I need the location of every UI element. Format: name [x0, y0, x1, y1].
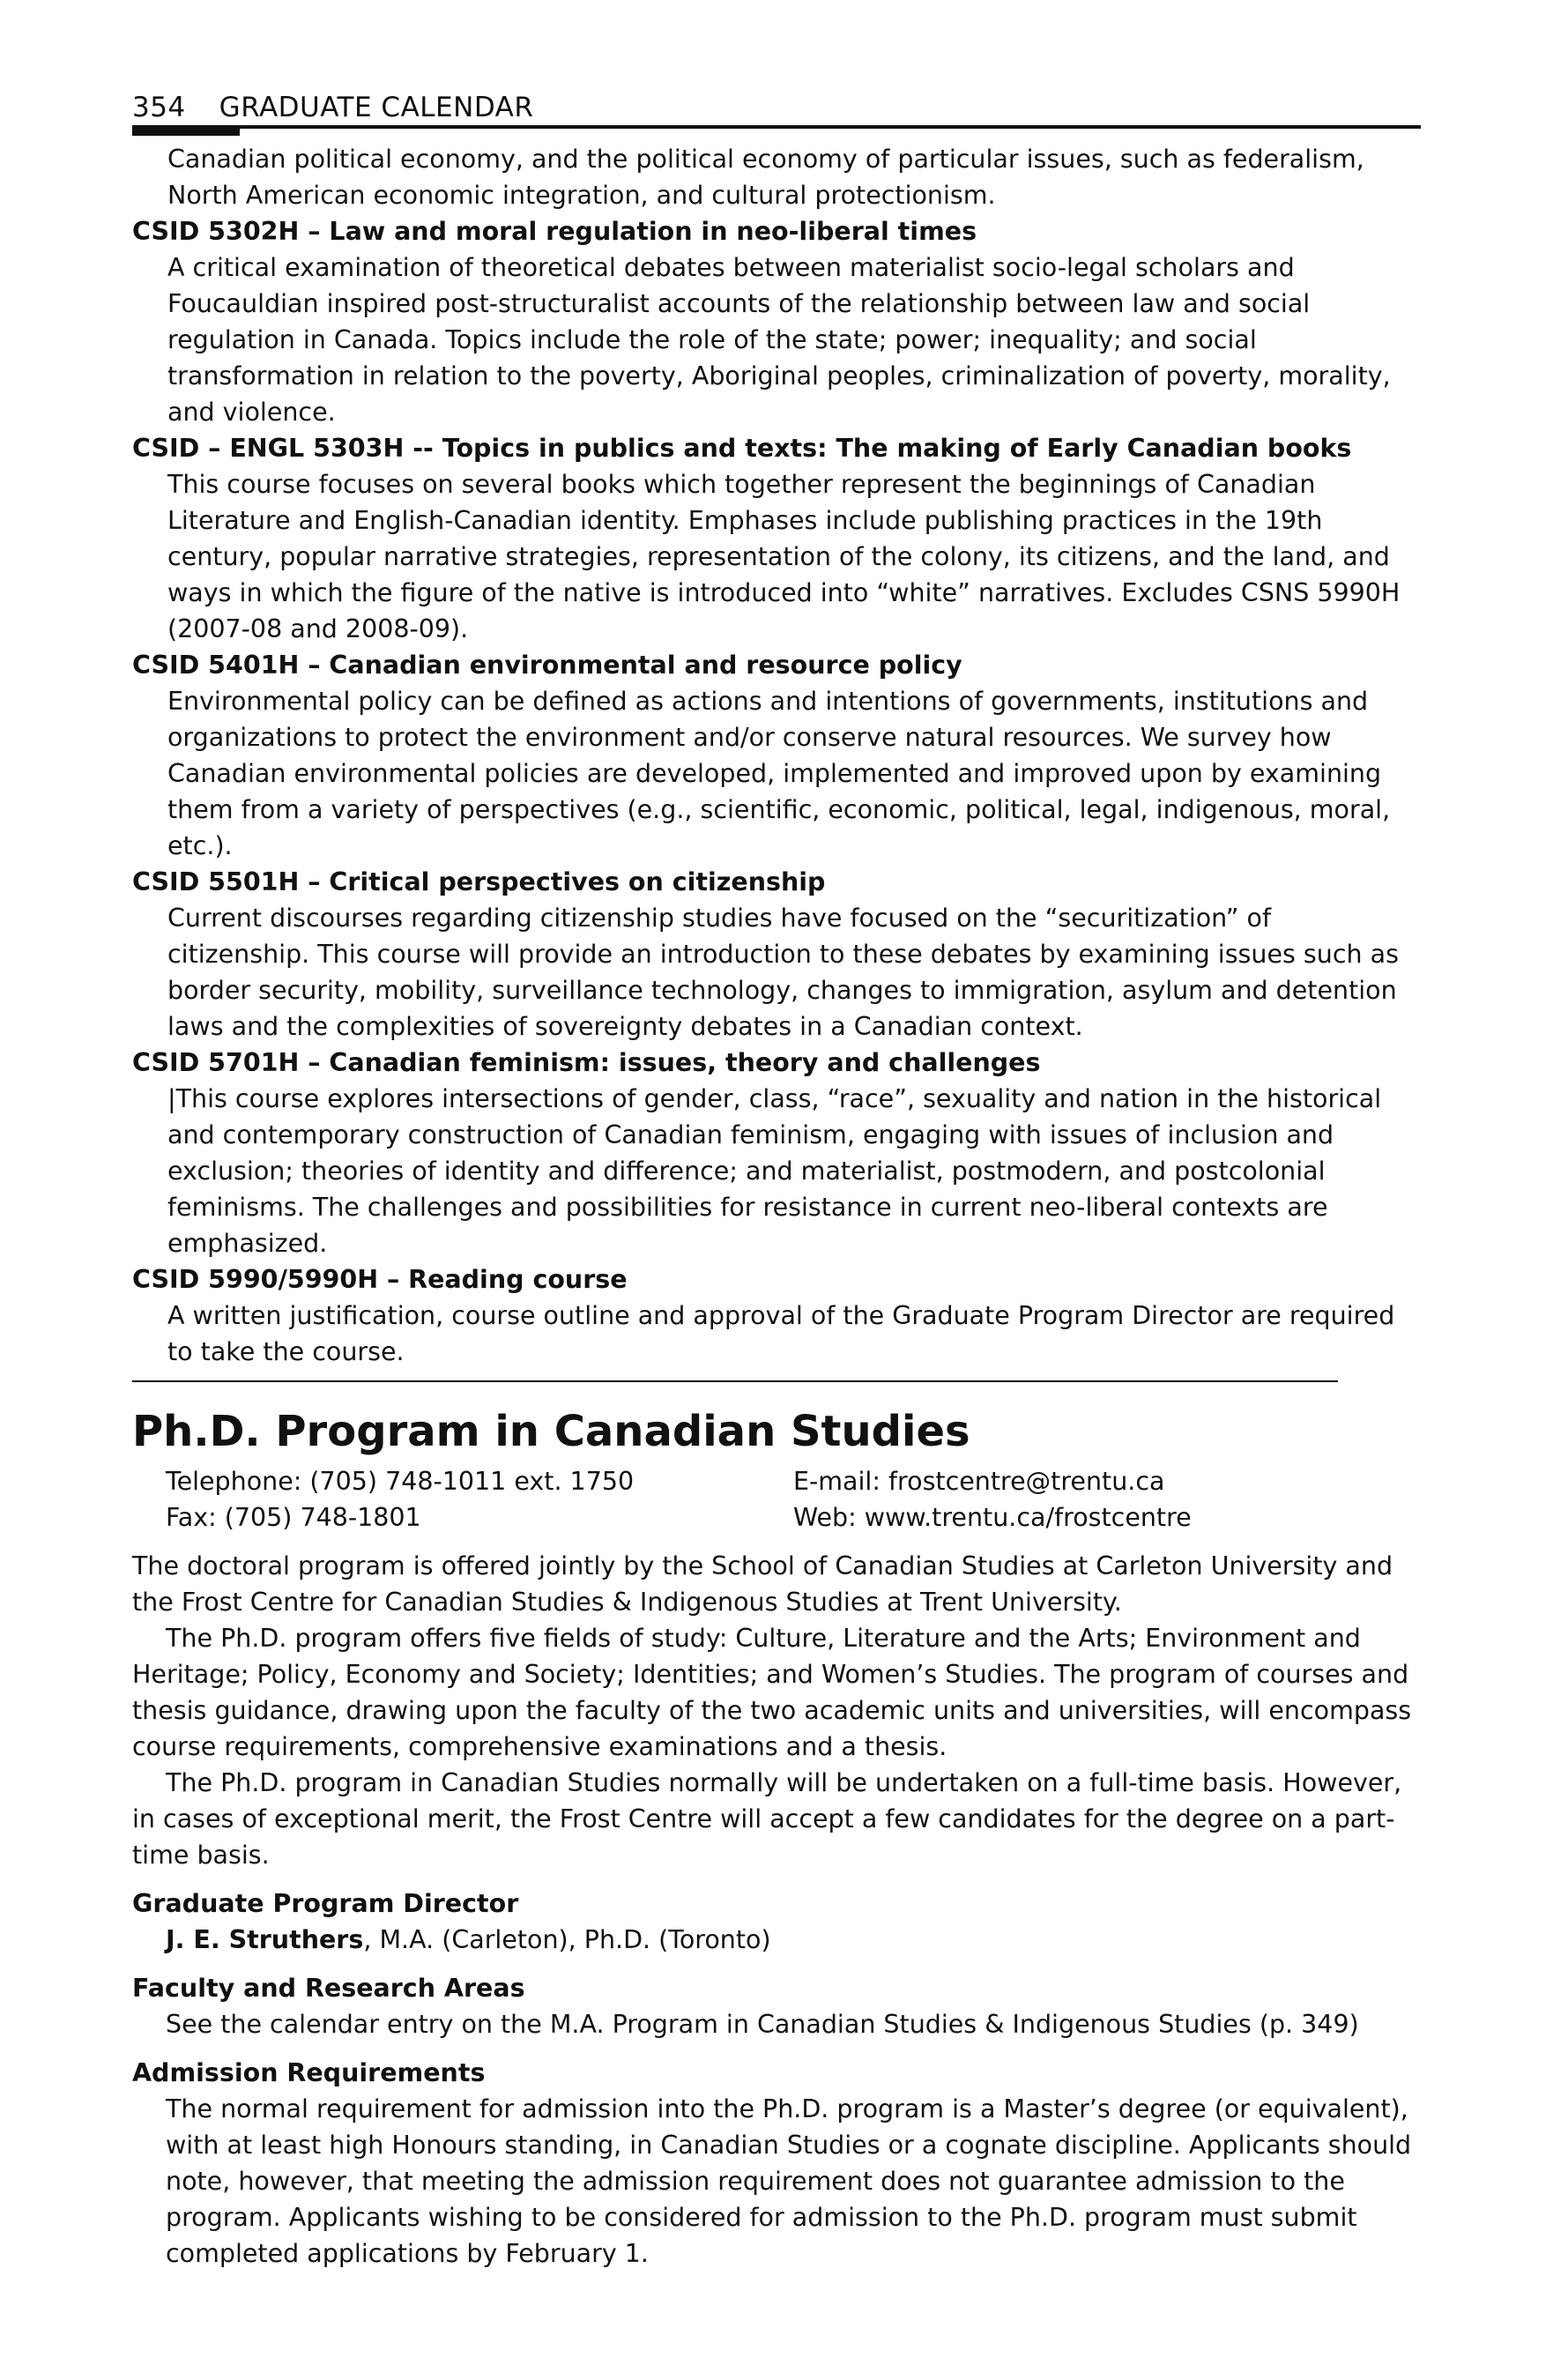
page-header [132, 79, 1421, 123]
email: E-mail: frostcentre@trentu.ca [793, 1467, 1165, 1496]
program-paragraph: The doctoral program is offered jointly by the School of Canadian Studies at Carleton University and the Frost Centre for Canadian Studies & Indigenous Studies at Trent University. [132, 1551, 1393, 1617]
course-listing [132, 141, 1421, 1370]
continued-description: Canadian political economy, and the political economy of particular issues, such as federalism, North American economic integration, and cultural protectionism. [167, 145, 1364, 210]
course-entry [132, 1261, 1421, 1370]
fax: Fax: (705) 748-1801 [166, 1503, 421, 1532]
running-title: GRADUATE CALENDAR [219, 92, 534, 123]
course-description: A critical examination of theoretical debates between materialist socio-legal scholars and Foucauldian inspired post-structuralist accounts of the relationship between law and social regulation in Canada. Topics include the role of the state; power; inequality; and social transformation in relation to the poverty, Aboriginal peoples, criminalization of poverty, morality, and violence. [167, 253, 1391, 427]
course-description: Environmental policy can be defined as actions and intentions of governments, institutions and organizations to protect the environment and/or conserve natural resources. We survey how Canadian environmental policies are developed, implemented and improved upon by examining them from a variety of perspectives (e.g., scientific, economic, political, legal, indigenous, moral, etc.). [167, 687, 1391, 860]
page-number: 354 [132, 92, 186, 123]
program-title: Ph.D. Program in Canadian Studies [132, 1407, 970, 1456]
calendar-page [132, 79, 1421, 2272]
course-entry [132, 1045, 1421, 1261]
faculty-heading: Faculty and Research Areas [132, 1974, 525, 2003]
director-credentials: , M.A. (Carleton), Ph.D. (Toronto) [363, 1925, 771, 1954]
contact-info [132, 1463, 1421, 1536]
section-separator [132, 1380, 1338, 1382]
director-name: J. E. Struthers [166, 1925, 364, 1954]
admission-heading: Admission Requirements [132, 2058, 486, 2087]
course-title: CSID 5990/5990H – Reading course [132, 1265, 628, 1294]
course-entry [132, 430, 1421, 647]
header-tab-marker [132, 125, 240, 136]
course-title: CSID – ENGL 5303H -- Topics in publics and texts: The making of Early Canadian books [132, 434, 1352, 463]
course-entry [132, 864, 1421, 1045]
course-description: |This course explores intersections of gender, class, “race”, sexuality and nation in the historical and contemporary construction of Canadian feminism, engaging with issues of inclusion and exclusion; theories of identity and difference; and materialist, postmodern, and postcolonial feminisms. The challenges and possibilities for resistance in current neo-liberal contexts are emphasized. [167, 1084, 1382, 1258]
course-title: CSID 5501H – Critical perspectives on citizenship [132, 867, 826, 896]
header-rule [132, 125, 1421, 129]
course-description: This course focuses on several books which together represent the beginnings of Canadian Literature and English-Canadian identity. Emphases include publishing practices in the 19th century, popular narrative strategies, representation of the colony, its citizens, and the land, and ways in which the figure of the native is introduced into “white” narratives. Excludes CSNS 5990H (2007-08 and 2008-09). [167, 470, 1401, 643]
director-entry [132, 1922, 1421, 1958]
course-entry [132, 213, 1421, 430]
course-title: CSID 5302H – Law and moral regulation in neo-liberal times [132, 217, 977, 246]
course-title: CSID 5701H – Canadian feminism: issues, theory and challenges [132, 1048, 1041, 1077]
telephone: Telephone: (705) 748-1011 ext. 1750 [166, 1467, 635, 1496]
faculty-text: See the calendar entry on the M.A. Program in Canadian Studies & Indigenous Studies (p. 349) [166, 2010, 1359, 2039]
program-paragraph: The Ph.D. program in Canadian Studies normally will be undertaken on a full-time basis. However, in cases of exceptional merit, the Frost Centre will accept a few candidates for the degree on a part-time basis. [132, 1768, 1402, 1870]
course-title: CSID 5401H – Canadian environmental and resource policy [132, 651, 962, 680]
course-description: Current discourses regarding citizenship studies have focused on the “securitization” of citizenship. This course will provide an introduction to these debates by examining issues such as border security, mobility, surveillance technology, changes to immigration, asylum and detention laws and the complexities of sovereignty debates in a Canadian context. [167, 904, 1399, 1041]
course-entry [132, 647, 1421, 864]
website: Web: www.trentu.ca/frostcentre [793, 1503, 1192, 1532]
program-paragraph: The Ph.D. program offers five fields of study: Culture, Literature and the Arts; Environment and Heritage; Policy, Economy and Society; Identities; and Women’s Studies. The program of courses and thesis guidance, drawing upon the faculty of the two academic units and universities, will encompass course requirements, comprehensive examinations and a thesis. [132, 1624, 1412, 1761]
course-description: A written justification, course outline and approval of the Graduate Program Director are required to take the course. [167, 1301, 1395, 1366]
admission-text: The normal requirement for admission into the Ph.D. program is a Master’s degree (or equivalent), with at least high Honours standing, in Canadian Studies or a cognate discipline. Applicants should note, however, that meeting the admission requirement does not guarantee admission to the program. Applicants wishing to be considered for admission to the Ph.D. program must submit completed applications by February 1. [166, 2094, 1412, 2268]
director-heading: Graduate Program Director [132, 1889, 519, 1918]
